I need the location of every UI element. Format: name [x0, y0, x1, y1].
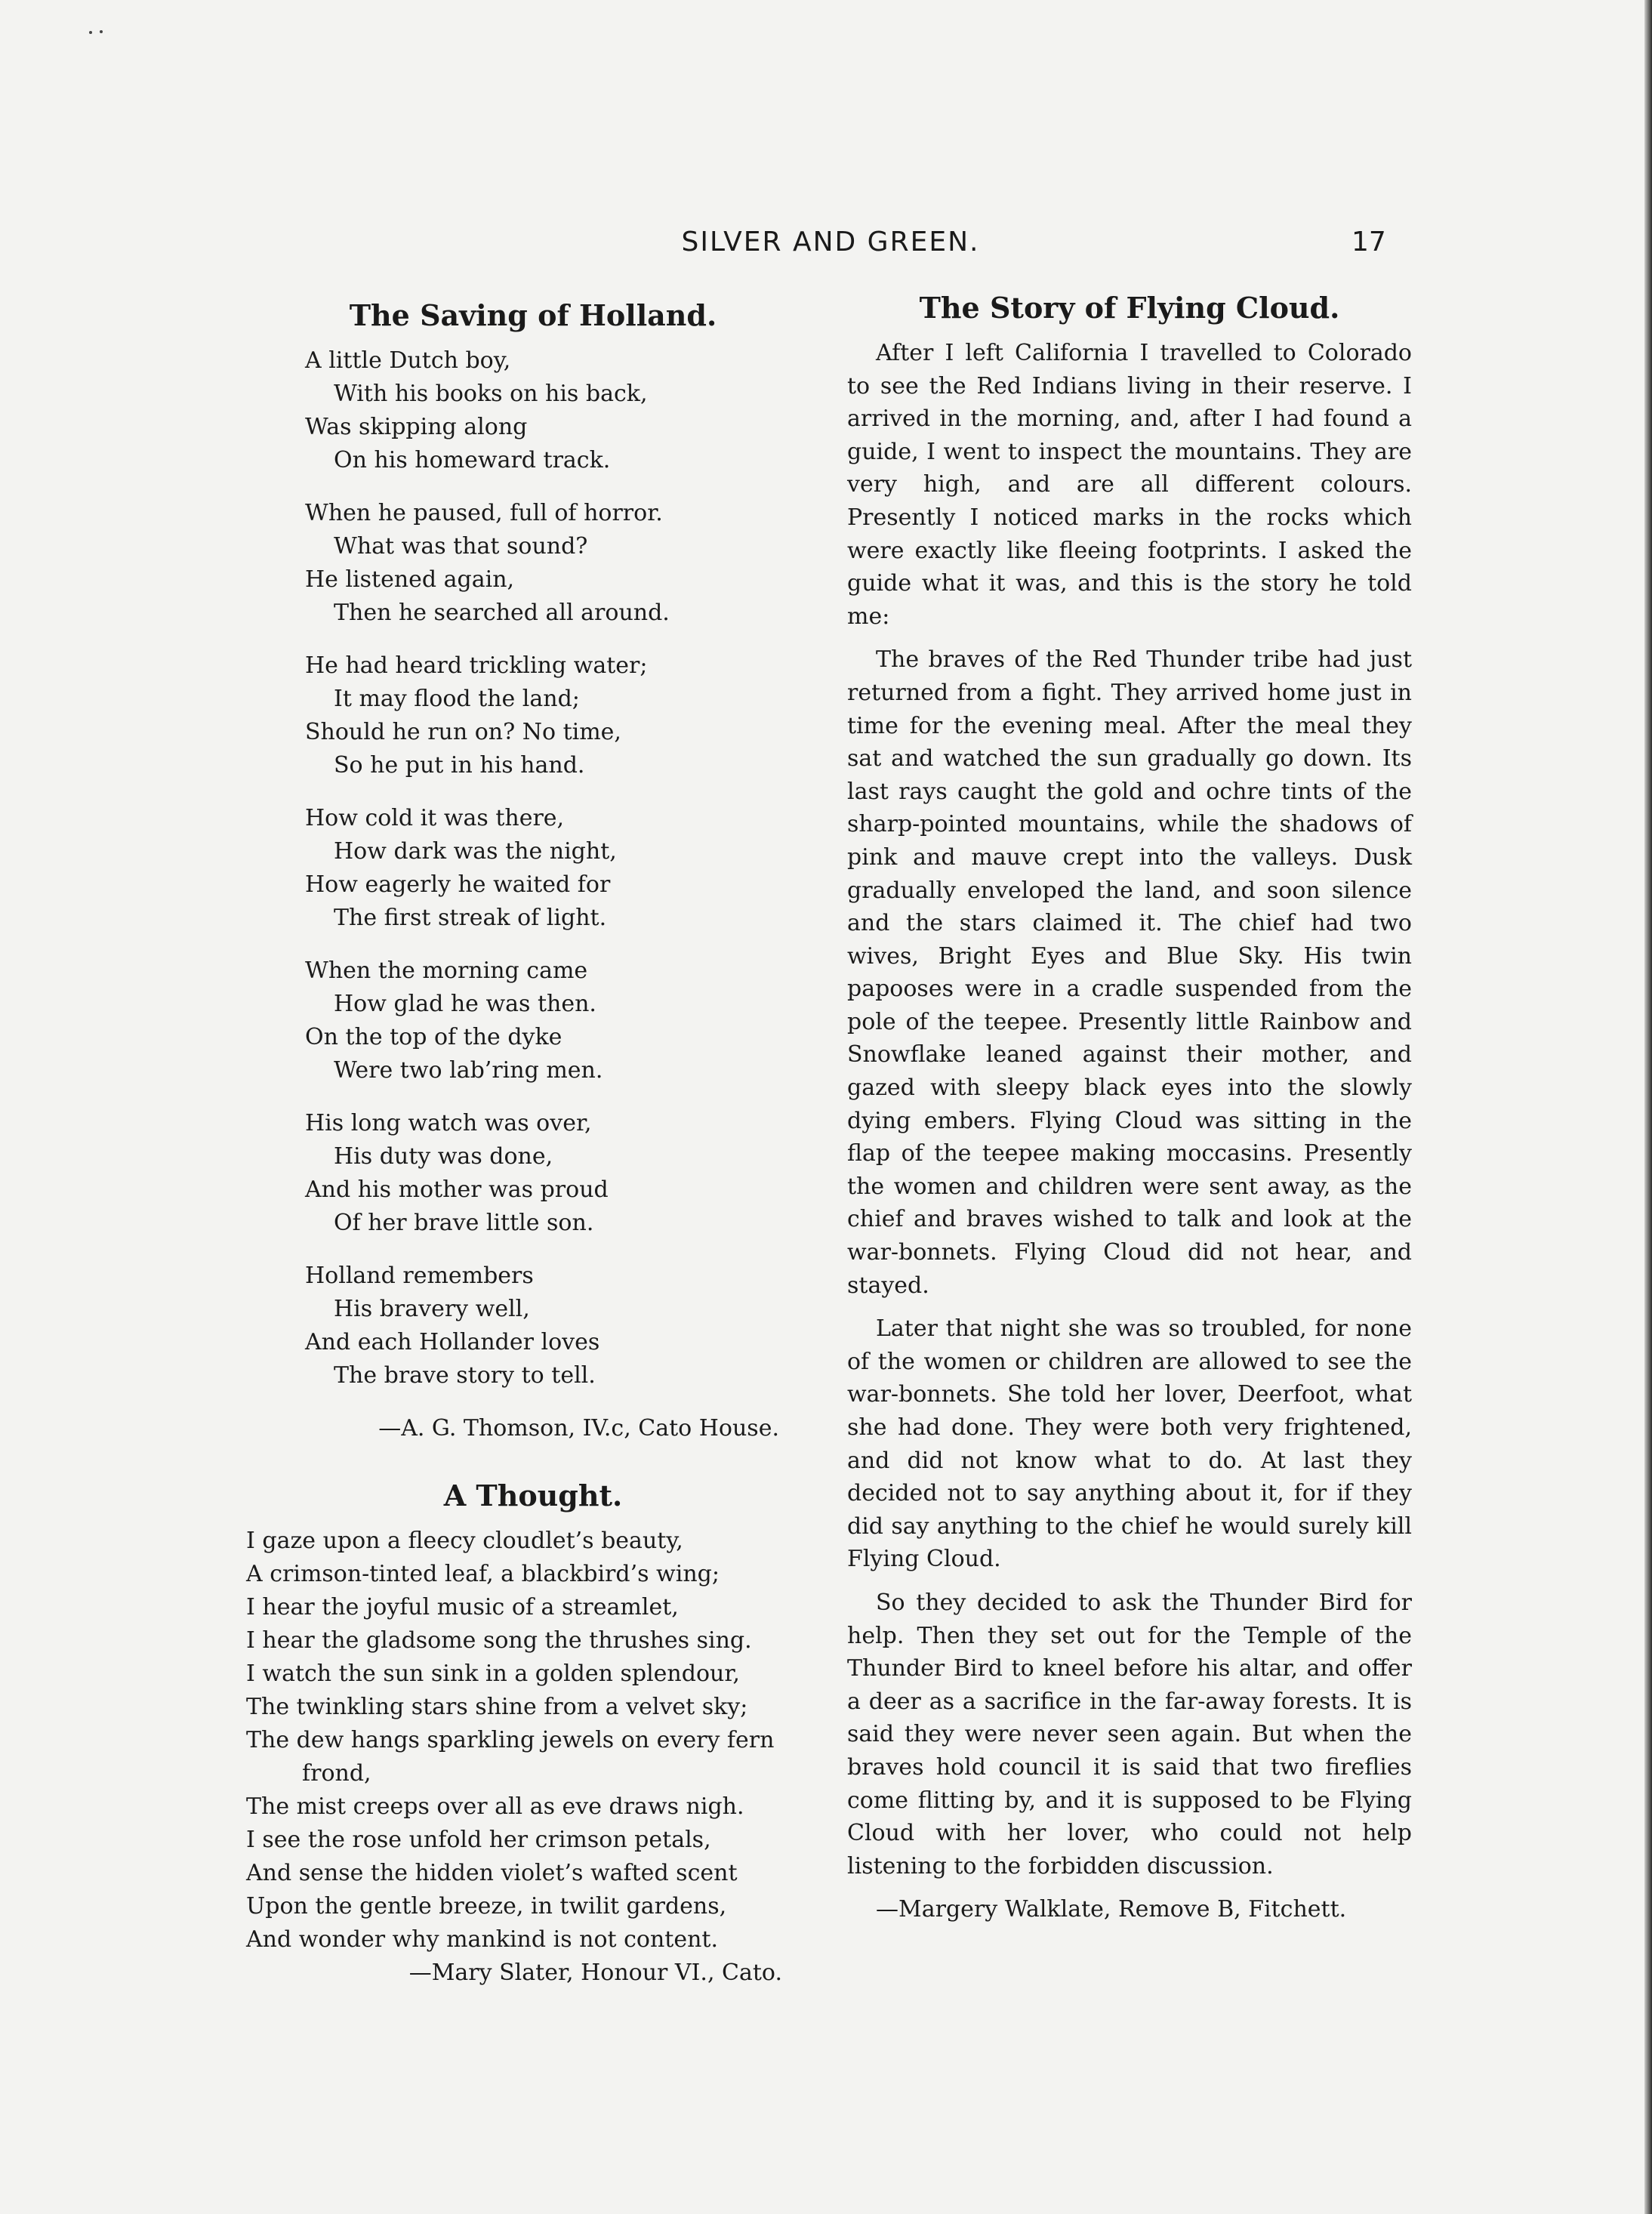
poem-line: A crimson-tinted leaf, a blackbird’s wing;	[246, 1561, 720, 1587]
poem-line: And his mother was proud	[305, 1176, 609, 1203]
author-credit-thought: —Mary Slater, Honour VI., Cato.	[408, 1960, 782, 1986]
poem-line: A little Dutch boy,	[305, 347, 511, 374]
story-paragraph: Later that night she was so troubled, for none of the women or children are allowed to see the war-bonnets. She told her lover, Deerfoot, what she had done. They were both very frightened, and did not know what to do. At last they decided not to say anything about it, for if they did say anything to the chief he would surely kill Flying Cloud.	[847, 1315, 1412, 1573]
poem-line: His long watch was over,	[305, 1110, 592, 1136]
stanza	[305, 1260, 820, 1392]
poem-line: I watch the sun sink in a golden splendour,	[246, 1660, 740, 1687]
poem-a-thought	[246, 1525, 820, 1957]
stanza	[305, 497, 820, 630]
stanza	[305, 649, 820, 782]
poem-line: Upon the gentle breeze, in twilit gardens,	[246, 1893, 727, 1920]
poem-line: frond,	[302, 1760, 371, 1787]
left-column	[246, 298, 820, 1990]
poem-line: How glad he was then.	[334, 991, 596, 1017]
poem-line: How eagerly he waited for	[305, 871, 611, 898]
poem-line: Were two lab’ring men.	[334, 1057, 603, 1084]
author-credit-story: —Margery Walklate, Remove B, Fitchett.	[876, 1896, 1347, 1923]
poem-line: The first streak of light.	[334, 905, 607, 931]
poem-line: I hear the joyful music of a streamlet,	[246, 1594, 679, 1620]
poem-line: I see the rose unfold her crimson petals,	[246, 1827, 711, 1853]
poem-line: His bravery well,	[334, 1296, 530, 1322]
stanza	[305, 954, 820, 1087]
story-paragraph: So they decided to ask the Thunder Bird for help. Then they set out for the Temple of the Thunder Bird to kneel before his altar, and offer a deer as a sacrifice in the far-away forests. It is said they were never seen again. But when the braves hold council it is said that two fireflies come flitting by, and it is supposed to be Flying Cloud with her lover, who could not help listening to the forbidden discussion.	[847, 1589, 1412, 1879]
poem-line: Then he searched all around.	[334, 600, 670, 626]
poem-line: The dew hangs sparkling jewels on every fern	[246, 1727, 775, 1753]
poem-line: On his homeward track.	[334, 447, 611, 473]
poem-line: And wonder why mankind is not content.	[246, 1926, 719, 1953]
ink-speck	[89, 30, 109, 35]
poem-line: Holland remembers	[305, 1263, 534, 1289]
poem-line: How dark was the night,	[334, 838, 617, 865]
poem-line: The twinkling stars shine from a velvet sky;	[246, 1694, 748, 1720]
stanza	[305, 344, 820, 477]
poem-line: He had heard trickling water;	[305, 652, 648, 679]
poem-saving-of-holland	[305, 344, 820, 1392]
story-flying-cloud	[847, 337, 1412, 1883]
poem-line: Should he run on? No time,	[305, 719, 621, 745]
poem-line: The brave story to tell.	[334, 1362, 596, 1389]
poem-line: I hear the gladsome song the thrushes sing.	[246, 1627, 752, 1654]
running-title: SILVER AND GREEN.	[681, 227, 980, 257]
poem-title-saving-of-holland: The Saving of Holland.	[349, 298, 717, 332]
author-credit-holland: —A. G. Thomson, IV.c, Cato House.	[378, 1415, 779, 1442]
poem-title-a-thought: A Thought.	[443, 1479, 623, 1512]
poem-line: His duty was done,	[334, 1143, 553, 1170]
poem-line: What was that sound?	[334, 533, 588, 560]
poem-line: So he put in his hand.	[334, 752, 585, 779]
poem-line: He listened again,	[305, 566, 515, 593]
right-column	[847, 291, 1412, 1926]
poem-line: The mist creeps over all as eve draws nigh.	[246, 1793, 744, 1820]
poem-line: On the top of the dyke	[305, 1024, 562, 1050]
poem-line: It may flood the land;	[334, 686, 580, 712]
poem-line: Was skipping along	[305, 414, 528, 440]
poem-line: Of her brave little son.	[334, 1210, 594, 1236]
story-title-flying-cloud: The Story of Flying Cloud.	[919, 291, 1340, 325]
poem-line: How cold it was there,	[305, 805, 565, 831]
poem-line: And sense the hidden violet’s wafted scent	[246, 1860, 738, 1886]
poem-line: And each Hollander loves	[305, 1329, 600, 1355]
story-paragraph: The braves of the Red Thunder tribe had just returned from a fight. They arrived home just in time for the evening meal. After the meal they sat and watched the sun gradually go down. Its last rays caught the gold and ochre tints of the sharp-pointed mountains, while the shadows of pink and mauve crept into the valleys. Dusk gradually enveloped the land, and soon silence and the stars claimed it. The chief had two wives, Bright Eyes and Blue Sky. His twin papooses were in a cradle suspended from the pole of the teepee. Presently little Rainbow and Snowflake leaned against their mother, and gazed with sleepy black eyes into the slowly dying embers. Flying Cloud was sitting in the flap of the teepee making moccasins. Presently the women and children were sent away, as the chief and braves wished to talk and look at the war-bonnets. Flying Cloud did not hear, and stayed.	[847, 646, 1412, 1299]
page-number: 17	[1351, 227, 1386, 257]
story-paragraph: After I left California I travelled to Colorado to see the Red Indians living in their reserve. I arrived in the morning, and, after I had found a guide, I went to inspect the mountains. They are very high, and are all different colours. Presently I noticed marks in the rocks which were exactly like fleeing footprints. I asked the guide what it was, and this is the story he told me:	[847, 340, 1412, 630]
page-edge-shadow	[1644, 0, 1652, 2214]
stanza	[305, 1107, 820, 1240]
poem-line: With his books on his back,	[334, 381, 648, 407]
stanza	[305, 802, 820, 935]
poem-line: When he paused, full of horror.	[305, 500, 663, 526]
poem-line: When the morning came	[305, 957, 588, 984]
poem-line: I gaze upon a fleecy cloudlet’s beauty,	[246, 1528, 683, 1554]
